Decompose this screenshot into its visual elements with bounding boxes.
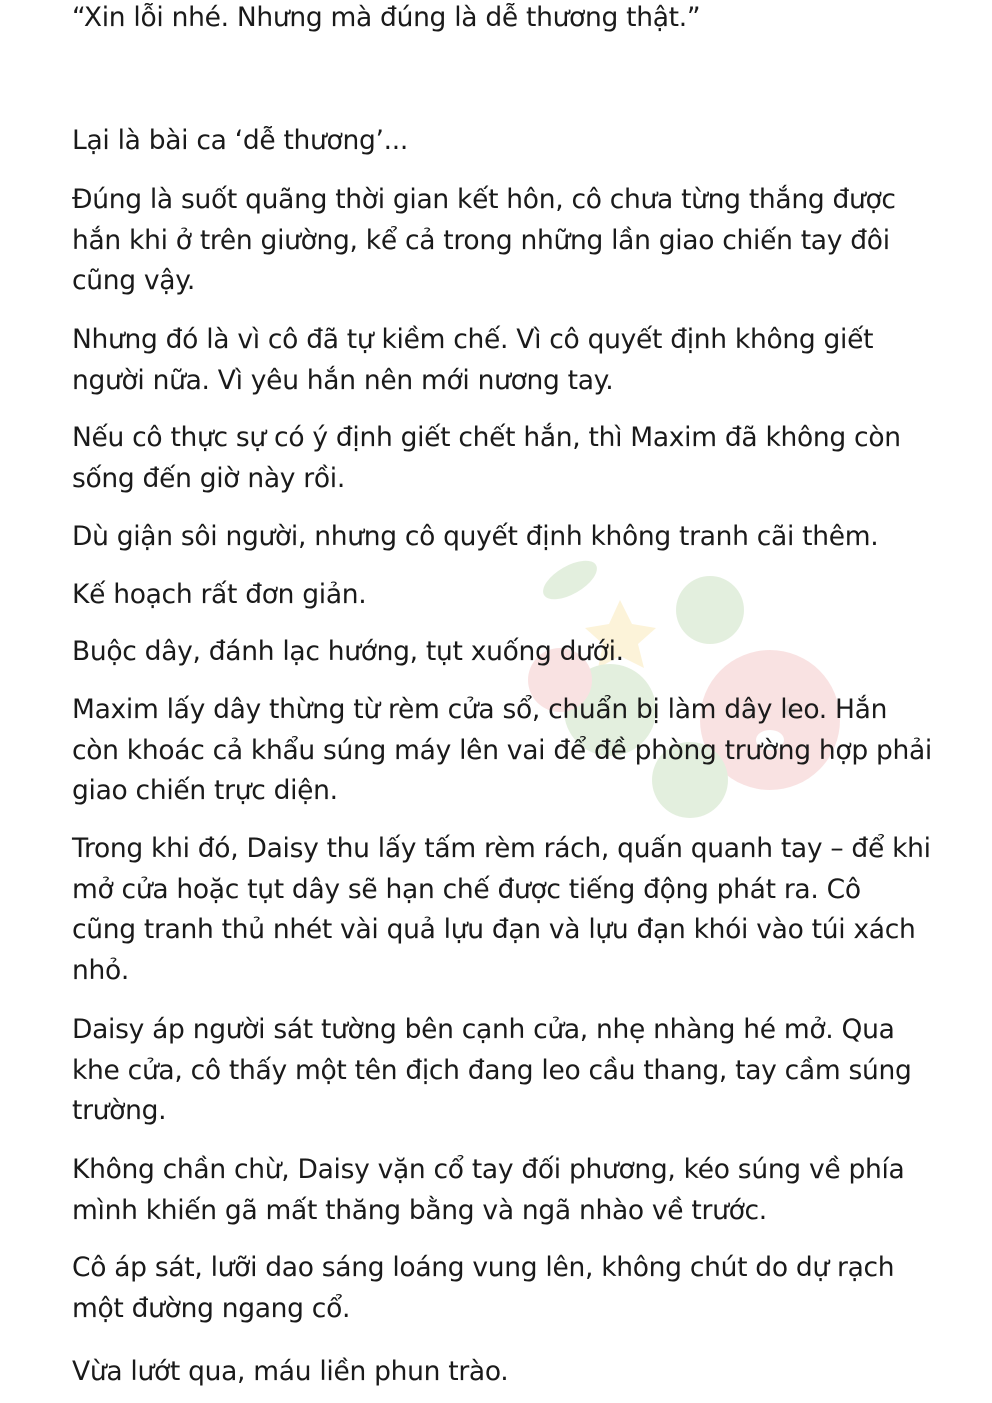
paragraph: Không chần chừ, Daisy vặn cổ tay đối phương, kéo súng về phía mình khiến gã mất thăng bằng và ngã nhào về trước. — [72, 1154, 905, 1226]
paragraph: Dù giận sôi người, nhưng cô quyết định không tranh cãi thêm. — [72, 521, 879, 552]
paragraph: Lại là bài ca ‘dễ thương’... — [72, 125, 408, 156]
paragraph: Đúng là suốt quãng thời gian kết hôn, cô chưa từng thắng được hắn khi ở trên giường, kể cả trong những lần giao chiến tay đôi cũng vậy. — [72, 184, 896, 296]
paragraph: Cô áp sát, lưỡi dao sáng loáng vung lên, không chút do dự rạch một đường ngang cổ. — [72, 1252, 895, 1324]
paragraph: Nhưng đó là vì cô đã tự kiềm chế. Vì cô quyết định không giết người nữa. Vì yêu hắn nên mới nương tay. — [72, 324, 874, 396]
paragraph: Nếu cô thực sự có ý định giết chết hắn, thì Maxim đã không còn sống đến giờ này rồi. — [72, 422, 901, 494]
paragraph: Kế hoạch rất đơn giản. — [72, 579, 367, 610]
paragraph: Buộc dây, đánh lạc hướng, tụt xuống dưới. — [72, 636, 624, 667]
paragraph: Vừa lướt qua, máu liền phun trào. — [72, 1356, 509, 1387]
paragraph: Daisy áp người sát tường bên cạnh cửa, nhẹ nhàng hé mở. Qua khe cửa, cô thấy một tên địch đang leo cầu thang, tay cầm súng trường. — [72, 1014, 912, 1126]
paragraph: “Xin lỗi nhé. Nhưng mà đúng là dễ thương thật.” — [72, 2, 701, 33]
paragraph: Trong khi đó, Daisy thu lấy tấm rèm rách, quấn quanh tay – để khi mở cửa hoặc tụt dây sẽ hạn chế được tiếng động phát ra. Cô cũng tranh thủ nhét vài quả lựu đạn và lựu đạn khói vào túi xách nhỏ. — [72, 833, 931, 986]
paragraph: Maxim lấy dây thừng từ rèm cửa sổ, chuẩn bị làm dây leo. Hắn còn khoác cả khẩu súng máy lên vai để đề phòng trường hợp phải giao chiến trực diện. — [72, 694, 932, 806]
